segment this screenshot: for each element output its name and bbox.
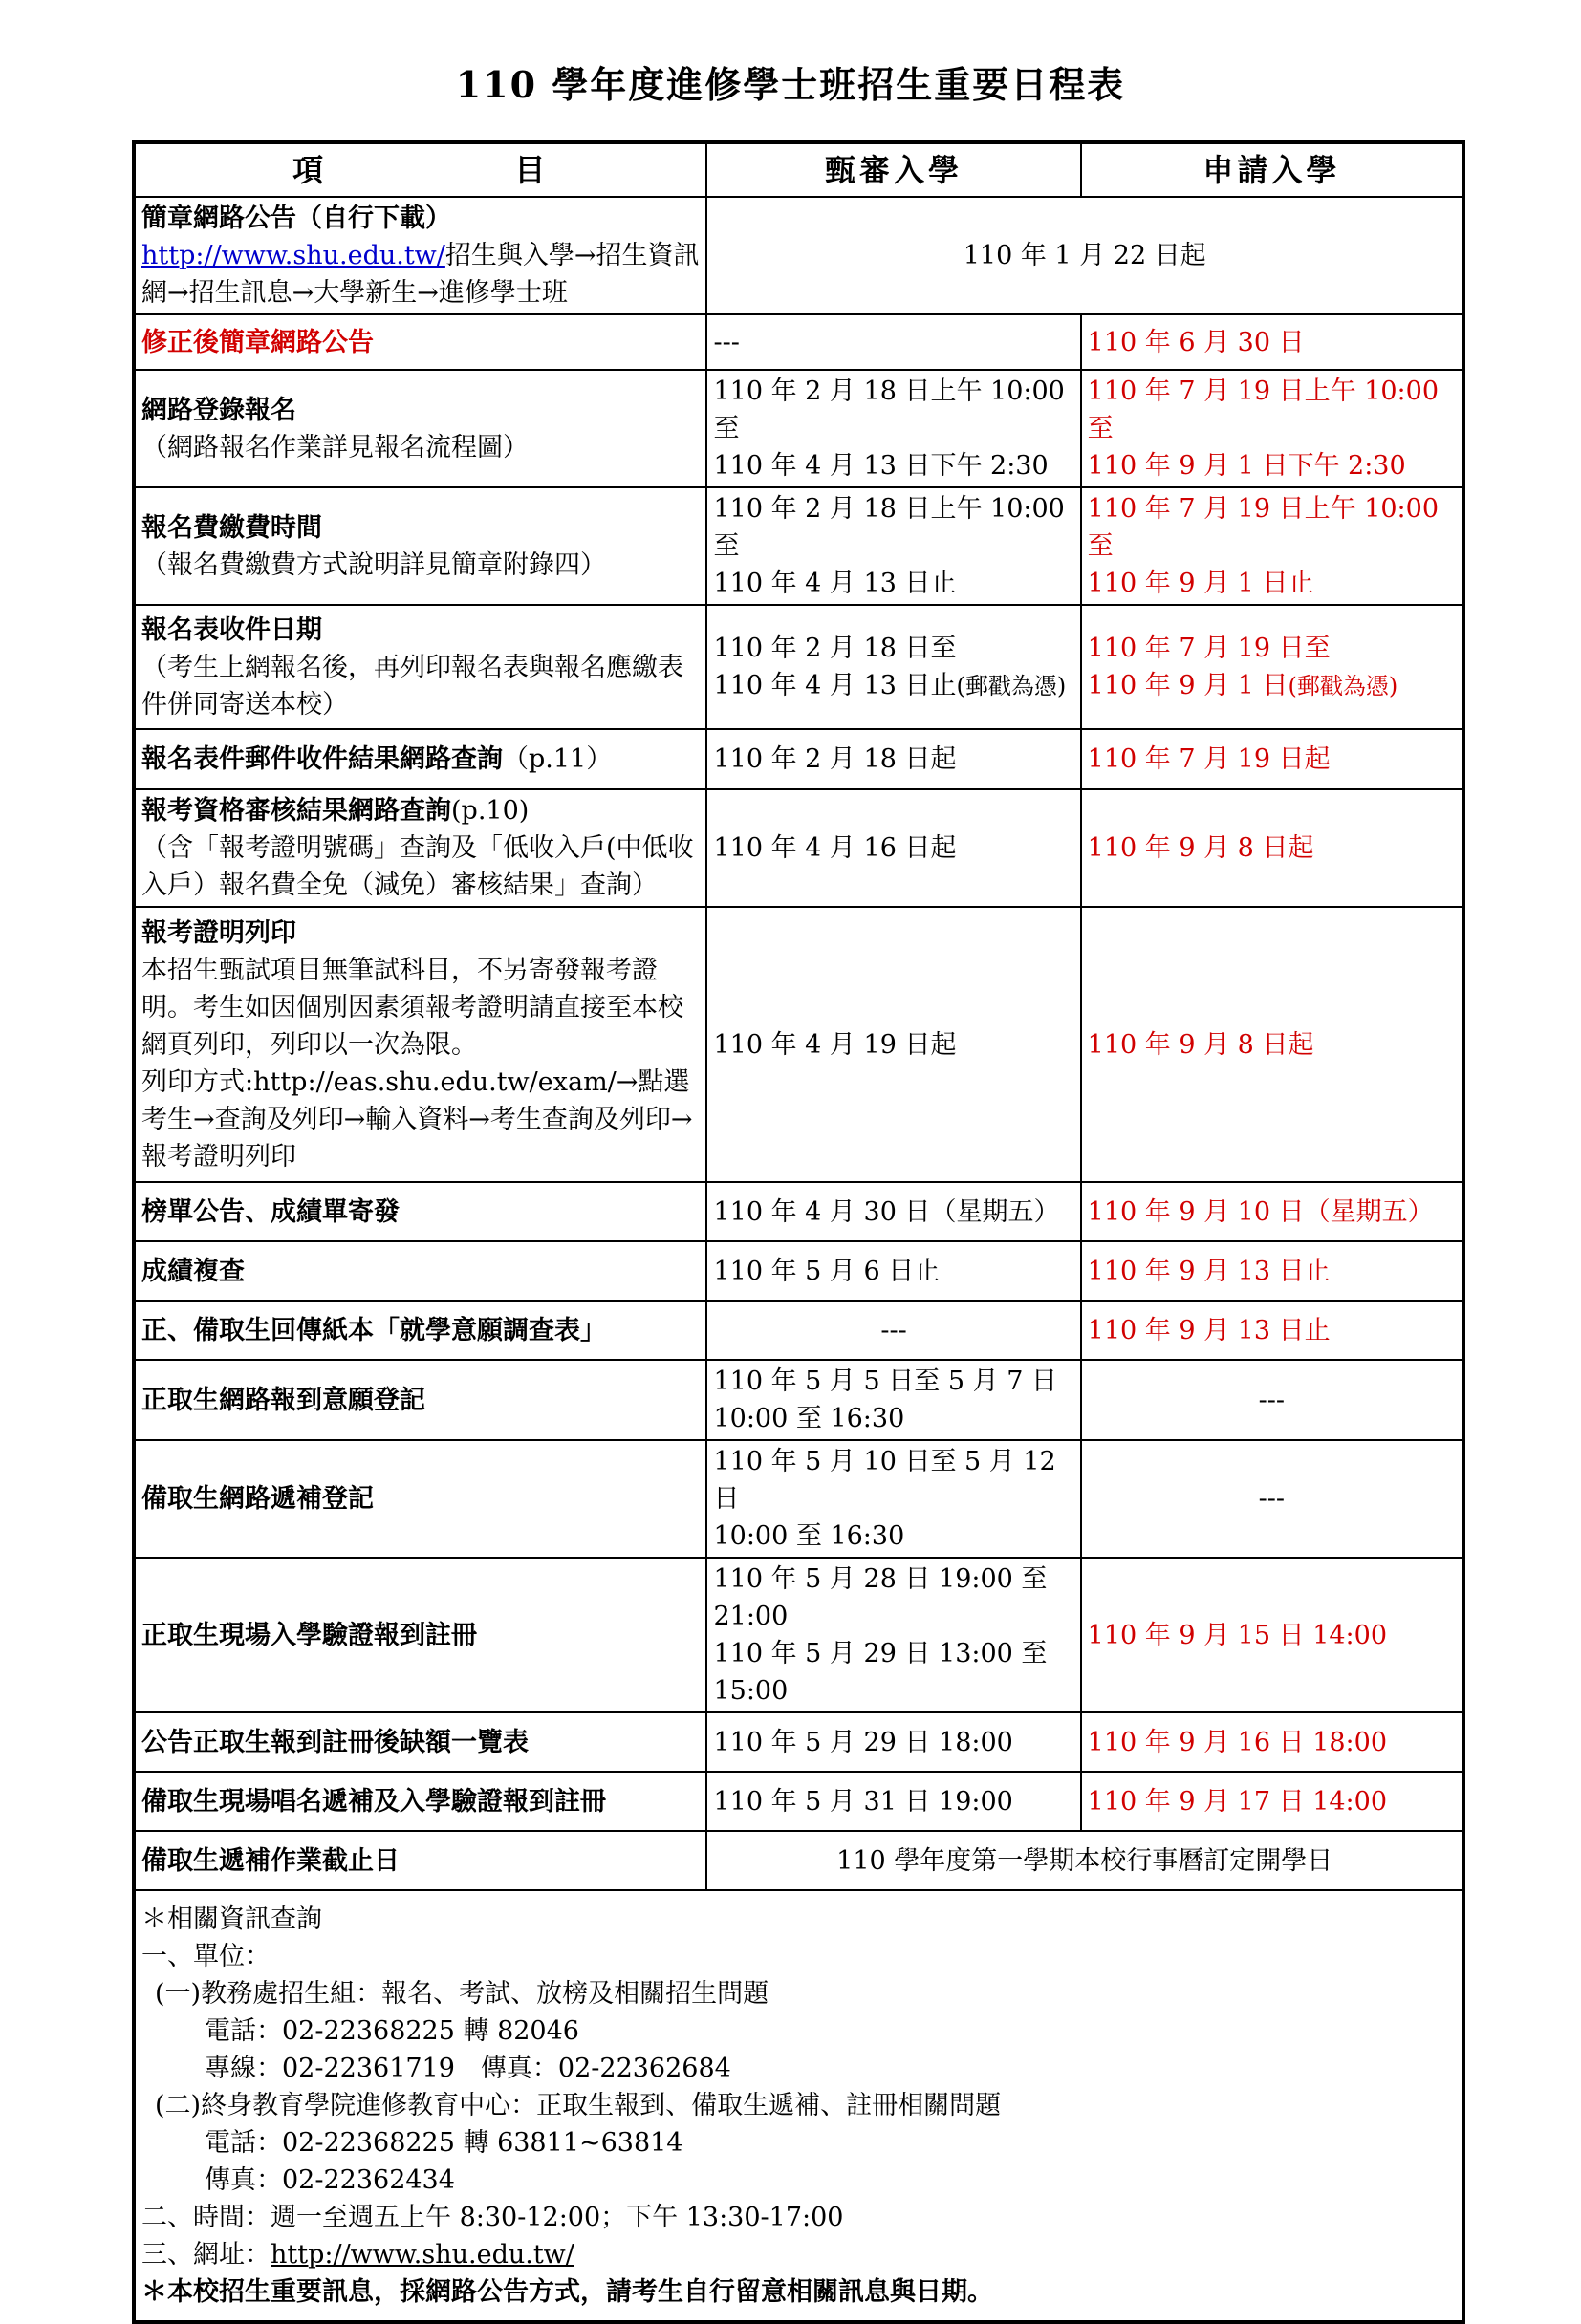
notes-web-label: 三、網址： <box>141 2240 271 2270</box>
item-cell <box>134 789 706 907</box>
notes-unit1-line: 專線：02-22361719 傳真：02-22362684 <box>205 2054 731 2083</box>
screening-line: 110 年 2 月 18 日至 <box>713 633 957 663</box>
table-row <box>134 1301 1463 1360</box>
item-title: 修正後簡章網路公告 <box>134 314 706 370</box>
table-row <box>134 1440 1463 1558</box>
apply-line: 110 年 9 月 1 日下午 2:30 <box>1087 451 1406 481</box>
screening-cell <box>706 605 1080 729</box>
item-title: 報名表收件日期 <box>141 614 322 645</box>
table-row <box>134 1360 1463 1440</box>
apply-cell: 110 年 7 月 19 日起 <box>1081 729 1463 789</box>
screening-line: 10:00 至 16:30 <box>713 1521 905 1551</box>
page-title: 110 學年度進修學士班招生重要日程表 <box>455 63 1126 106</box>
notes-web <box>141 2236 1456 2273</box>
item-desc-text: 招生與入學→招生資訊網→招生訊息→大學新生→進修學士班 <box>141 241 700 308</box>
item-page-ref: (p.10) <box>451 796 530 826</box>
screening-cell <box>706 1440 1080 1558</box>
item-cell <box>134 907 706 1182</box>
screening-cell: --- <box>706 314 1080 370</box>
screening-cell <box>706 1360 1080 1440</box>
screening-cell <box>706 1558 1080 1712</box>
apply-cell: 110 年 9 月 15 日 14:00 <box>1081 1558 1463 1712</box>
item-title: 備取生現場唱名遞補及入學驗證報到註冊 <box>134 1772 706 1831</box>
item-cell <box>134 197 706 314</box>
header-item-b: 目 <box>514 151 550 188</box>
screening-cell: 110 年 5 月 31 日 19:00 <box>706 1772 1080 1831</box>
screening-cell: --- <box>706 1301 1080 1360</box>
notes-unit2-fax: 傳真：02-22362434 <box>205 2165 455 2195</box>
table-row <box>134 729 1463 789</box>
item-title: 正、備取生回傳紙本「就學意願調查表」 <box>134 1301 706 1360</box>
screening-line: 110 年 4 月 13 日止 <box>713 569 957 598</box>
header-item-a: 項 <box>292 151 328 188</box>
notes-heading: ＊相關資訊查詢 <box>141 1904 322 1934</box>
apply-line: 110 年 9 月 1 日 <box>1087 670 1289 700</box>
item-desc <box>141 237 700 312</box>
notes-unit2: (二)終身教育學院進修教育中心：正取生報到、備取生遞補、註冊相關問題 <box>155 2091 1002 2120</box>
header-apply: 申請入學 <box>1081 142 1463 197</box>
notes-cell <box>134 1890 1463 2322</box>
screening-line: 10:00 至 16:30 <box>713 1404 905 1433</box>
item-title: 網路登錄報名 <box>141 395 296 425</box>
notes-unit2-tel: 電話：02-22368225 轉 63811~63814 <box>205 2128 683 2158</box>
apply-cell: 110 年 9 月 8 日起 <box>1081 789 1463 907</box>
screening-cell <box>706 370 1080 487</box>
item-title: 簡章網路公告（自行下載） <box>141 204 451 233</box>
notes-final: ＊本校招生重要訊息，採網路公告方式，請考生自行留意相關訊息與日期。 <box>141 2277 993 2307</box>
screening-line: 110 年 2 月 18 日上午 10:00 至 <box>713 494 1065 561</box>
apply-cell: --- <box>1081 1360 1463 1440</box>
apply-cell <box>1081 487 1463 605</box>
header-item <box>134 142 706 197</box>
item-cell <box>134 605 706 729</box>
item-title: 成績複查 <box>134 1241 706 1301</box>
apply-line: 110 年 7 月 19 日至 <box>1087 633 1331 663</box>
apply-cell: 110 年 6 月 30 日 <box>1081 314 1463 370</box>
item-desc: 本招生甄試項目無筆試科目，不另寄發報考證明。考生如因個別因素須報考證明請直接至本校網頁列印，列印以一次為限。 <box>141 955 683 1060</box>
screening-line: 110 年 2 月 18 日上午 10:00 至 <box>713 377 1065 443</box>
notes-row <box>134 1890 1463 2322</box>
screening-cell: 110 年 5 月 29 日 18:00 <box>706 1712 1080 1772</box>
table-row <box>134 1831 1463 1890</box>
table-row <box>134 197 1463 314</box>
apply-line: 110 年 7 月 19 日上午 10:00 至 <box>1087 494 1440 561</box>
apply-cell: 110 年 9 月 17 日 14:00 <box>1081 1772 1463 1831</box>
item-cell <box>134 370 706 487</box>
item-title: 報考證明列印 <box>141 917 296 948</box>
merged-date-cell: 110 年 1 月 22 日起 <box>706 197 1463 314</box>
postmark-note: (郵戳為憑) <box>1288 672 1398 699</box>
table-header-row <box>134 142 1463 197</box>
table-row <box>134 1558 1463 1712</box>
item-desc: （網路報名作業詳見報名流程圖） <box>141 432 529 463</box>
notes-unit-label: 一、單位： <box>141 1942 271 1971</box>
item-cell <box>134 487 706 605</box>
screening-cell: 110 年 4 月 19 日起 <box>706 907 1080 1182</box>
screening-cell <box>706 487 1080 605</box>
item-title: 報名費繳費時間 <box>141 512 322 543</box>
apply-cell: 110 年 9 月 13 日止 <box>1081 1241 1463 1301</box>
screening-cell: 110 年 2 月 18 日起 <box>706 729 1080 789</box>
table-row <box>134 370 1463 487</box>
table-row <box>134 605 1463 729</box>
table-row <box>134 314 1463 370</box>
apply-cell: 110 年 9 月 16 日 18:00 <box>1081 1712 1463 1772</box>
item-title: 備取生遞補作業截止日 <box>134 1831 706 1890</box>
notes-unit1: (一)教務處招生組：報名、考試、放榜及相關招生問題 <box>155 1979 769 2009</box>
item-title: 備取生網路遞補登記 <box>134 1440 706 1558</box>
screening-line: 110 年 4 月 13 日止 <box>713 670 957 700</box>
notes-unit1-tel: 電話：02-22368225 轉 82046 <box>205 2016 579 2046</box>
item-title: 報名表件郵件收件結果網路查詢 <box>141 744 503 774</box>
item-cell <box>134 729 706 789</box>
apply-cell: --- <box>1081 1440 1463 1558</box>
item-title: 正取生現場入學驗證報到註冊 <box>134 1558 706 1712</box>
schedule-table <box>132 140 1465 2324</box>
screening-cell: 110 年 4 月 16 日起 <box>706 789 1080 907</box>
item-desc: （考生上網報名後，再列印報名表與報名應繳表件併同寄送本校） <box>141 652 683 720</box>
table-row <box>134 1241 1463 1301</box>
screening-cell: 110 年 4 月 30 日（星期五） <box>706 1182 1080 1241</box>
item-title: 公告正取生報到註冊後缺額一覽表 <box>134 1712 706 1772</box>
apply-line: 110 年 7 月 19 日上午 10:00 至 <box>1087 377 1440 443</box>
table-row <box>134 1712 1463 1772</box>
notes-time: 二、時間：週一至週五上午 8:30-12:00；下午 13:30-17:00 <box>141 2203 844 2232</box>
table-row <box>134 789 1463 907</box>
merged-date-cell: 110 學年度第一學期本校行事曆訂定開學日 <box>706 1831 1463 1890</box>
item-desc: 列印方式:http://eas.shu.edu.tw/exam/→點選考生→查詢及列印→輸入資料→考生查詢及列印→報考證明列印 <box>141 1066 693 1172</box>
apply-cell <box>1081 605 1463 729</box>
item-title: 正取生網路報到意願登記 <box>134 1360 706 1440</box>
header-screening: 甄審入學 <box>706 142 1080 197</box>
brochure-link[interactable]: http://www.shu.edu.tw/ <box>141 241 445 270</box>
screening-line: 110 年 5 月 28 日 19:00 至 21:00 <box>713 1564 1048 1631</box>
item-page-ref: （p.11） <box>503 744 613 774</box>
school-website-link[interactable]: http://www.shu.edu.tw/ <box>271 2240 574 2270</box>
apply-cell: 110 年 9 月 8 日起 <box>1081 907 1463 1182</box>
table-row <box>134 1182 1463 1241</box>
item-desc: （含「報考證明號碼」查詢及「低收入戶(中低收入戶）報名費全免（減免）審核結果」查詢） <box>141 833 694 900</box>
postmark-note: (郵戳為憑) <box>956 672 1067 699</box>
item-title: 榜單公告、成績單寄發 <box>134 1182 706 1241</box>
screening-line: 110 年 5 月 5 日至 5 月 7 日 <box>713 1366 1057 1396</box>
table-row <box>134 1772 1463 1831</box>
apply-cell: 110 年 9 月 10 日（星期五） <box>1081 1182 1463 1241</box>
screening-line: 110 年 5 月 10 日至 5 月 12 日 <box>713 1447 1056 1514</box>
screening-line: 110 年 4 月 13 日下午 2:30 <box>713 451 1049 481</box>
screening-cell: 110 年 5 月 6 日止 <box>706 1241 1080 1301</box>
table-row <box>134 907 1463 1182</box>
apply-line: 110 年 9 月 1 日止 <box>1087 569 1314 598</box>
screening-line: 110 年 5 月 29 日 13:00 至 15:00 <box>713 1639 1048 1706</box>
apply-cell: 110 年 9 月 13 日止 <box>1081 1301 1463 1360</box>
item-title: 報考資格審核結果網路查詢 <box>141 796 451 826</box>
table-row <box>134 487 1463 605</box>
apply-cell <box>1081 370 1463 487</box>
item-desc: （報名費繳費方式說明詳見簡章附錄四） <box>141 549 606 580</box>
